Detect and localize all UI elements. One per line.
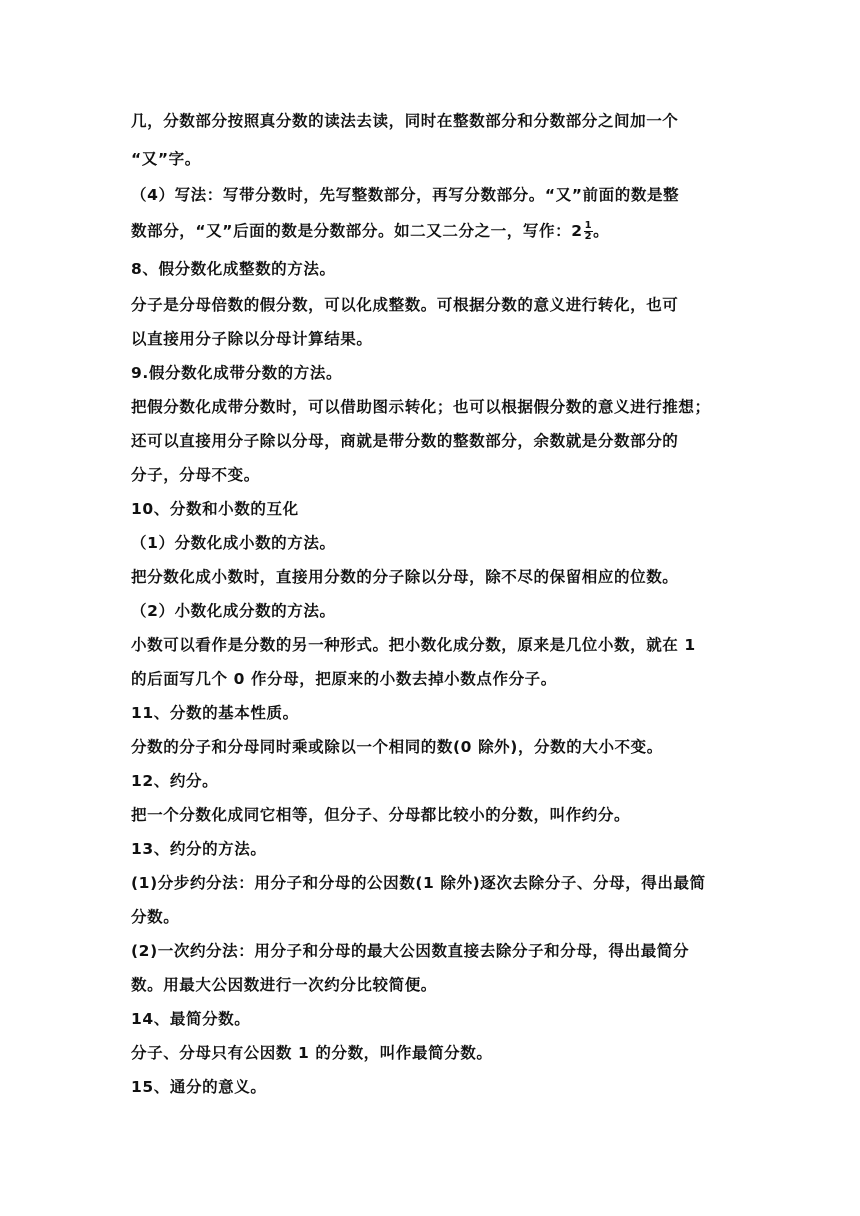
text-line: 的后面写几个 0 作分母，把原来的小数去掉小数点作分子。 xyxy=(131,670,557,688)
text-line: 把假分数化成带分数时，可以借助图示转化；也可以根据假分数的意义进行推想； xyxy=(131,398,711,416)
text-line: 把一个分数化成同它相等，但分子、分母都比较小的分数，叫作约分。 xyxy=(131,806,631,824)
text-line: 以直接用分子除以分母计算结果。 xyxy=(131,330,373,348)
text-line: 分子，分母不变。 xyxy=(131,466,260,484)
text-line: 还可以直接用分子除以分母，商就是带分数的整数部分，余数就是分数部分的 xyxy=(131,432,679,450)
text-line-with-fraction xyxy=(131,220,751,242)
section-heading: 12、约分。 xyxy=(131,772,219,790)
sub-heading: （2）小数化成分数的方法。 xyxy=(131,602,336,620)
section-heading: 14、最简分数。 xyxy=(131,1010,251,1028)
text-line: 把分数化成小数时，直接用分数的分子除以分母，除不尽的保留相应的位数。 xyxy=(131,568,679,586)
text-line: （4）写法：写带分数时，先写整数部分，再写分数部分。“又”前面的数是整 xyxy=(131,186,680,204)
text-line: 分子、分母只有公因数 1 的分数，叫作最简分数。 xyxy=(131,1044,493,1062)
text-line: 小数可以看作是分数的另一种形式。把小数化成分数，原来是几位小数，就在 1 xyxy=(131,636,696,654)
section-heading: 15、通分的意义。 xyxy=(131,1078,267,1096)
text-line: (2)一次约分法：用分子和分母的最大公因数直接去除分子和分母，得出最简分 xyxy=(131,942,690,960)
section-heading: 13、约分的方法。 xyxy=(131,840,267,858)
text-segment: 。 xyxy=(593,222,610,240)
fraction-denominator: 2 xyxy=(584,231,593,242)
sub-heading: （1）分数化成小数的方法。 xyxy=(131,534,336,552)
section-heading: 8、假分数化成整数的方法。 xyxy=(131,260,336,278)
text-line: 分子是分母倍数的假分数，可以化成整数。可根据分数的意义进行转化，也可 xyxy=(131,296,679,314)
section-heading: 11、分数的基本性质。 xyxy=(131,704,299,722)
text-line: 分数。 xyxy=(131,908,180,926)
text-line: 数。用最大公因数进行一次约分比较简便。 xyxy=(131,976,437,994)
text-line: (1)分步约分法：用分子和分母的公因数(1 除外)逐次去除分子、分母，得出最简 xyxy=(131,874,706,892)
section-heading: 9.假分数化成带分数的方法。 xyxy=(131,364,343,382)
text-line: 几，分数部分按照真分数的读法去读，同时在整数部分和分数部分之间加一个 xyxy=(131,112,679,130)
fraction-numerator: 1 xyxy=(584,220,593,231)
mixed-number-whole: 2 xyxy=(571,222,583,240)
text-line: 分数的分子和分母同时乘或除以一个相同的数(0 除外)，分数的大小不变。 xyxy=(131,738,663,756)
fraction xyxy=(584,221,594,242)
text-segment: 数部分，“又”后面的数是分数部分。如二又二分之一，写作： xyxy=(131,222,572,240)
section-heading: 10、分数和小数的互化 xyxy=(131,500,299,518)
text-line: “又”字。 xyxy=(131,150,201,168)
